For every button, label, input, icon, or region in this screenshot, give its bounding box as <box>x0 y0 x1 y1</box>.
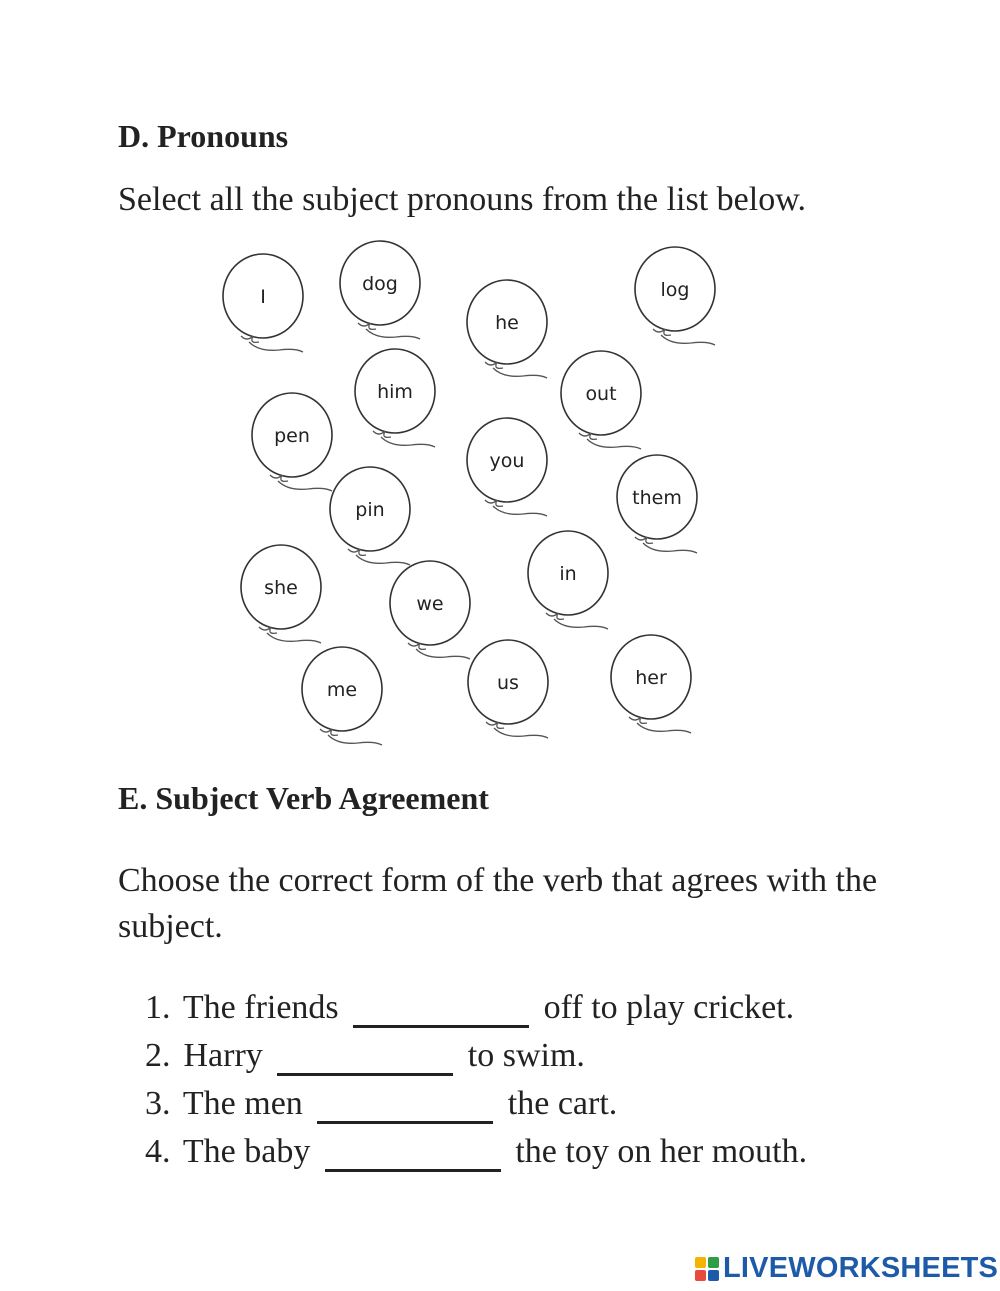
section-e-title: E. Subject Verb Agreement <box>118 780 489 816</box>
balloon-word: you <box>489 450 525 472</box>
balloon-string <box>416 649 470 659</box>
balloon-in[interactable] <box>528 531 608 629</box>
balloon-word: log <box>660 279 690 301</box>
balloon-she[interactable] <box>241 545 321 643</box>
answer-blank-3[interactable] <box>317 1087 493 1124</box>
balloon-word: him <box>377 381 413 403</box>
balloon-string <box>278 481 332 491</box>
section-e-instruction: Choose the correct form of the verb that agrees with the subject. <box>118 862 878 945</box>
balloon-you[interactable] <box>467 418 547 516</box>
balloon-her[interactable] <box>611 635 691 733</box>
balloon-pen[interactable] <box>252 393 332 491</box>
balloon-string <box>267 633 321 643</box>
balloon-word: pen <box>274 425 310 447</box>
logo-square <box>695 1270 706 1281</box>
logo-square <box>695 1257 706 1268</box>
balloon-string <box>637 723 691 733</box>
balloon-word: us <box>497 672 519 694</box>
logo-square <box>708 1257 719 1268</box>
balloon-me[interactable] <box>302 647 382 745</box>
question-item <box>145 1128 807 1176</box>
question-text-before: Harry <box>183 1037 263 1074</box>
balloon-string <box>587 439 641 449</box>
balloon-word: we <box>416 593 444 615</box>
balloon-word: he <box>495 312 519 334</box>
question-item <box>145 1080 807 1128</box>
question-text-after: the cart. <box>507 1085 618 1122</box>
balloon-him[interactable] <box>355 349 435 447</box>
balloon-string <box>366 329 420 339</box>
balloon-string <box>643 543 697 553</box>
question-text-after: the toy on her mouth. <box>515 1133 808 1170</box>
balloon-string <box>494 728 548 738</box>
question-item <box>145 1032 807 1080</box>
balloon-them[interactable] <box>617 455 697 553</box>
balloon-string <box>249 342 303 352</box>
balloon-pin[interactable] <box>330 467 410 565</box>
balloon-word: me <box>326 679 358 701</box>
balloon-string <box>381 437 435 447</box>
balloon-string <box>356 555 410 565</box>
balloon-word: dog <box>362 273 398 295</box>
liveworksheets-logo <box>695 1252 998 1285</box>
question-number: 3. <box>145 1085 171 1122</box>
question-list <box>145 984 807 1176</box>
balloon-word: her <box>635 667 667 689</box>
balloon-string <box>554 619 608 629</box>
balloon-word: she <box>264 577 298 599</box>
section-d-instruction: Select all the subject pronouns from the list below. <box>118 181 807 218</box>
balloon-word: in <box>559 563 577 585</box>
balloon-string <box>493 506 547 516</box>
balloon-he[interactable] <box>467 280 547 378</box>
balloon-dog[interactable] <box>340 241 420 339</box>
question-number: 2. <box>145 1037 171 1074</box>
balloon-word: pin <box>355 499 385 521</box>
logo-text: LIVEWORKSHEETS <box>723 1252 999 1284</box>
balloon-word: out <box>585 383 617 405</box>
question-item <box>145 984 807 1032</box>
balloon-out[interactable] <box>561 351 641 449</box>
question-text-before: The baby <box>182 1133 311 1170</box>
balloon-log[interactable] <box>635 247 715 345</box>
balloon-i[interactable] <box>223 254 303 352</box>
answer-blank-4[interactable] <box>325 1135 501 1172</box>
balloon-us[interactable] <box>468 640 548 738</box>
question-text-before: The men <box>182 1085 303 1122</box>
answer-blank-2[interactable] <box>277 1039 453 1076</box>
question-number: 4. <box>145 1133 171 1170</box>
balloon-we[interactable] <box>390 561 470 659</box>
question-text-after: to swim. <box>467 1037 585 1074</box>
question-text-after: off to play cricket. <box>543 989 795 1026</box>
question-text-before: The friends <box>182 989 339 1026</box>
section-d-title: D. Pronouns <box>118 118 289 154</box>
question-number: 1. <box>145 989 171 1026</box>
logo-icon <box>695 1257 719 1281</box>
balloon-string <box>493 368 547 378</box>
balloon-string <box>661 335 715 345</box>
balloon-string <box>328 735 382 745</box>
answer-blank-1[interactable] <box>353 991 529 1028</box>
balloon-word: them <box>632 487 682 509</box>
balloon-word: I <box>260 286 266 308</box>
logo-square <box>708 1270 719 1281</box>
